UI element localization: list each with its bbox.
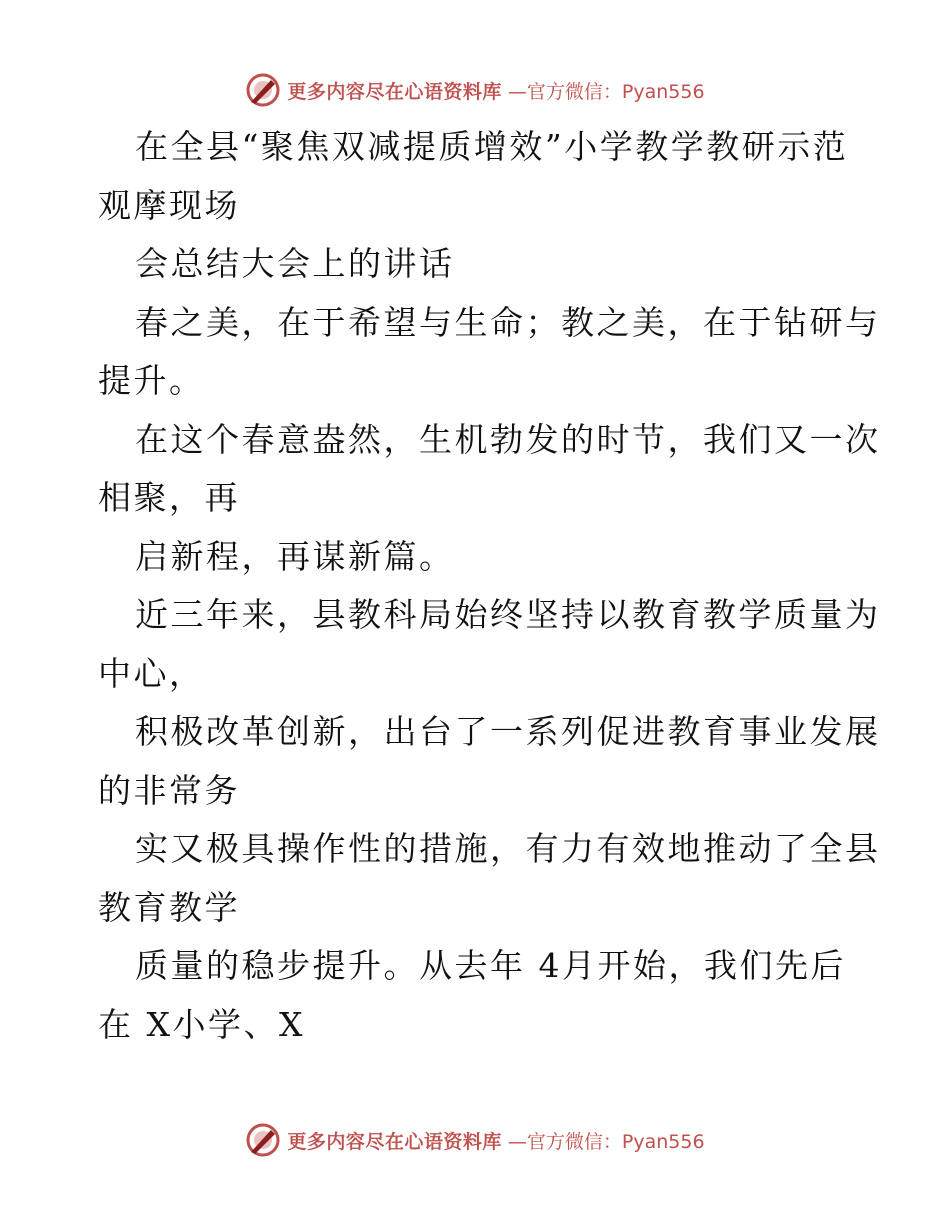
- text-line: 会总结大会上的讲话: [135, 244, 455, 283]
- text-line: 中心，: [98, 653, 205, 693]
- text-line: 实又极具操作性的措施，有力有效地推动了全县: [135, 829, 881, 868]
- text-line: 的非常务: [98, 770, 240, 810]
- text-line: 在这个春意盎然，生机勃发的时节，我们又一次: [135, 419, 881, 459]
- footer-wechat-text: —官方微信：Pyan556: [507, 1130, 705, 1153]
- text-line: 在全县“聚焦双减提质增效”小学教学教研示范: [135, 127, 849, 166]
- text-line: 提升。: [98, 361, 205, 400]
- text-line: 教育教学: [98, 887, 240, 927]
- text-line: 在 X小学、X: [98, 1004, 305, 1044]
- text-line: 春之美，在于希望与生命；教之美，在于钻研与: [135, 302, 881, 342]
- text-line: 观摩现场: [98, 185, 240, 225]
- text-line: 积极改革创新，出台了一系列促进教育事业发展: [135, 712, 881, 751]
- text-line: 近三年来，县教科局始终坚持以教育教学质量为: [135, 595, 881, 634]
- pen-seal-icon: [245, 72, 281, 108]
- header-banner: [0, 72, 950, 108]
- text-line: 相聚，再: [98, 478, 240, 517]
- header-wechat-text: —官方微信：Pyan556: [507, 80, 705, 103]
- footer-site-text: 更多内容尽在心语资料库: [287, 1130, 502, 1153]
- text-line: 质量的稳步提升。从去年 4月开始，我们先后: [135, 946, 846, 985]
- footer-banner: [0, 1122, 950, 1158]
- text-line: 启新程，再谋新篇。: [135, 536, 455, 576]
- header-site-text: 更多内容尽在心语资料库: [287, 80, 502, 103]
- document-body: [98, 118, 881, 1054]
- pen-seal-icon: [245, 1122, 281, 1158]
